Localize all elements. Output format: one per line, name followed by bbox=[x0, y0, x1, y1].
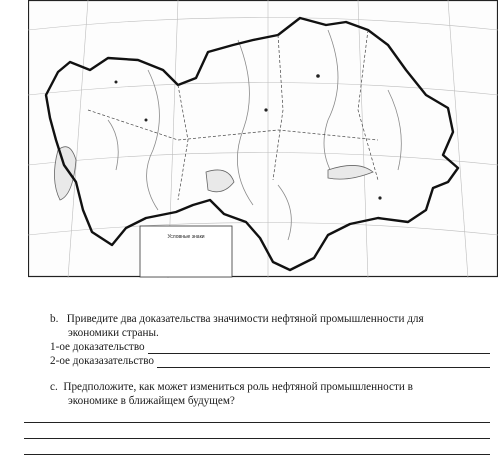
answer-line[interactable] bbox=[24, 454, 490, 455]
answer-line[interactable] bbox=[24, 422, 490, 423]
proof2-answer-line[interactable] bbox=[157, 356, 490, 368]
question-c-text: Предположите, как может измениться роль нефтяной промышленности в bbox=[63, 381, 413, 393]
question-c-marker: c. bbox=[50, 381, 58, 393]
question-b-marker: b. bbox=[50, 313, 59, 325]
question-c-line1 bbox=[50, 380, 490, 394]
proof1-answer-line[interactable] bbox=[148, 342, 490, 354]
proof2-row bbox=[50, 354, 490, 368]
proof2-label: 2-ое доказазательство bbox=[50, 355, 155, 367]
proof1-label: 1-ое доказательство bbox=[50, 341, 145, 353]
kazakhstan-outline-map bbox=[28, 0, 498, 278]
question-b bbox=[50, 312, 490, 368]
question-b-text: Приведите два доказательства значимости нефтяной промышленности для bbox=[66, 313, 424, 325]
map-legend-title: Условные знаки bbox=[167, 234, 205, 240]
answer-line[interactable] bbox=[24, 438, 490, 439]
proof1-row bbox=[50, 340, 490, 354]
question-b-line2: экономики страны. bbox=[68, 327, 159, 339]
question-b-line1 bbox=[50, 312, 490, 326]
question-c bbox=[50, 380, 490, 408]
question-c-line2: экономике в ближайщем будущем? bbox=[68, 395, 235, 407]
